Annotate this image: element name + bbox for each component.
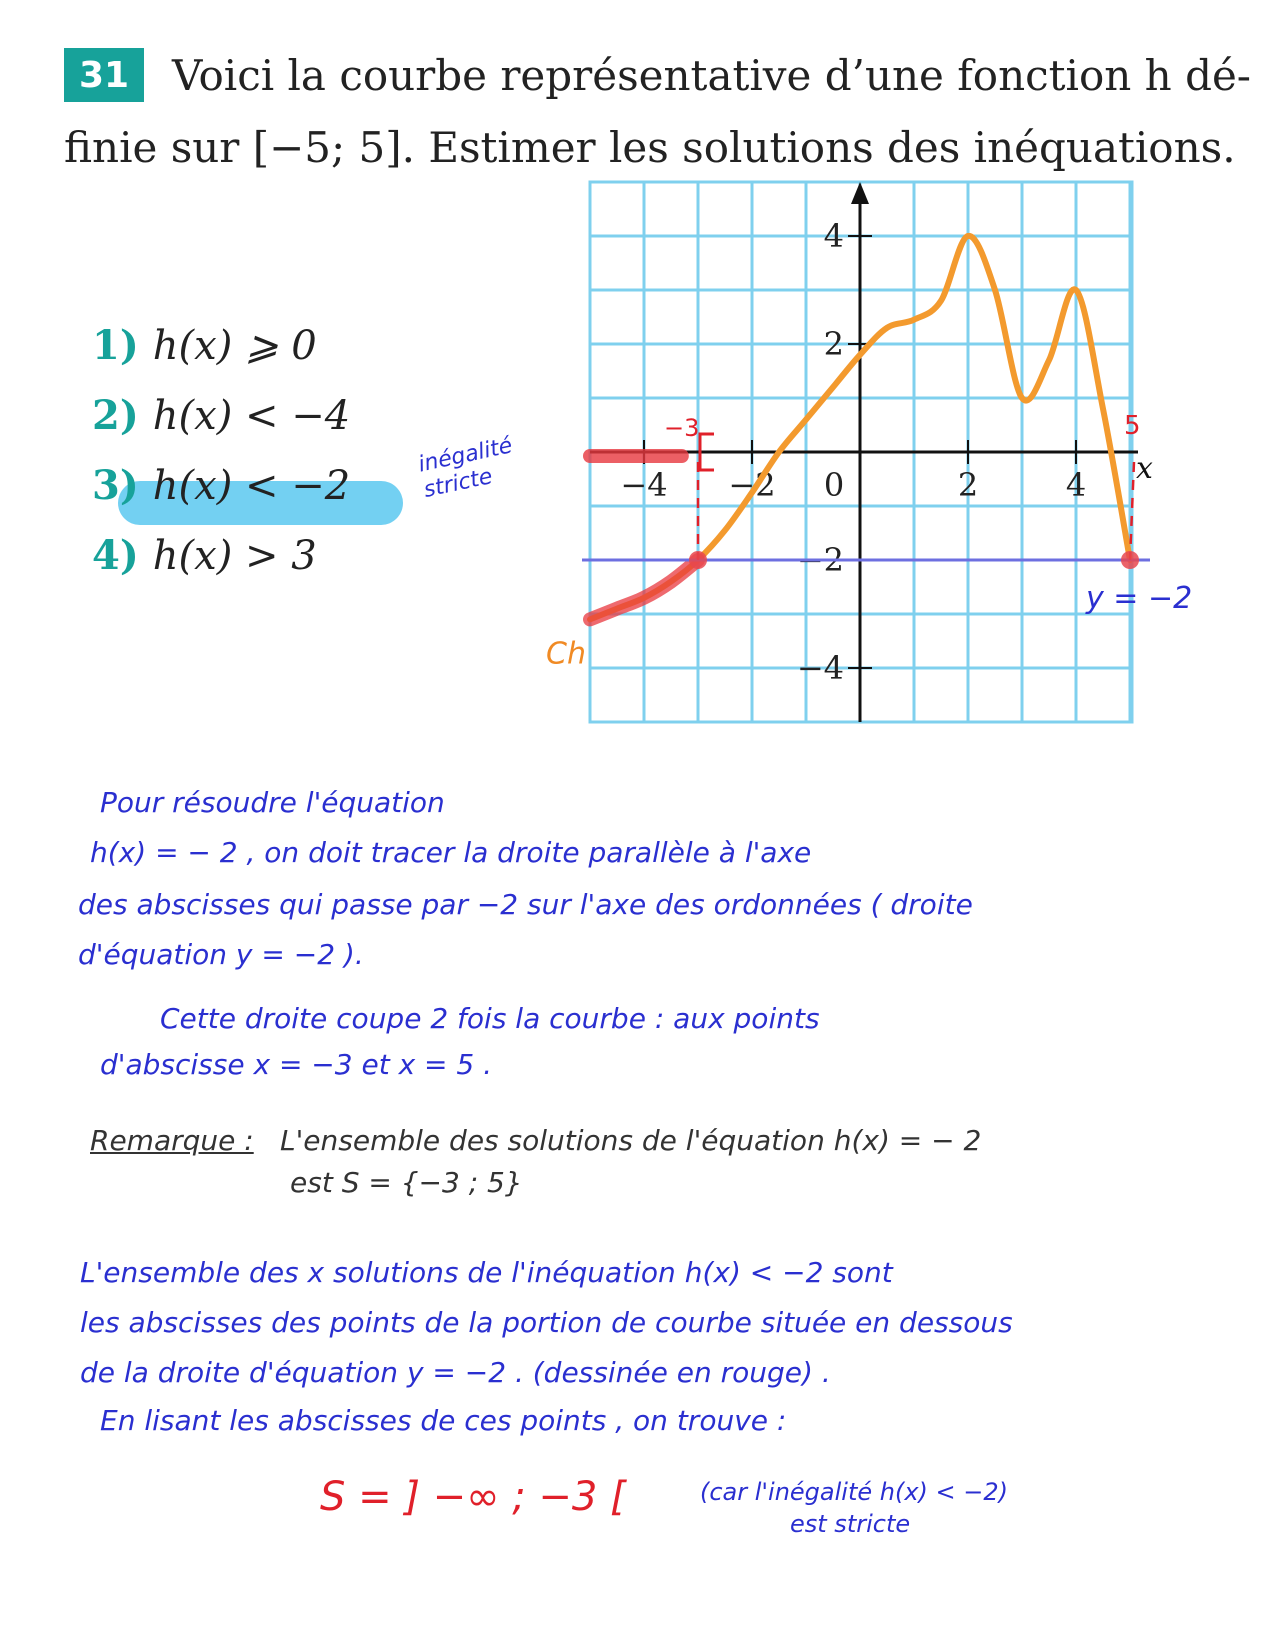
item-4-expression: h(x) > 3 bbox=[152, 533, 317, 579]
hand-p1-line4: d'équation y = −2 ). bbox=[78, 938, 364, 971]
item-3-number: 3) bbox=[92, 462, 139, 509]
hand-p3-line1: L'ensemble des x solutions de l'inéquation h(x) < −2 sont bbox=[80, 1256, 893, 1289]
y-tick-label: 2 bbox=[823, 325, 844, 363]
item-2-expression: h(x) < −4 bbox=[152, 393, 351, 439]
mark-label-minus-3: −3 bbox=[664, 414, 700, 442]
exercise-number: 31 bbox=[78, 54, 130, 96]
item-3-expression: h(x) < −2 bbox=[152, 463, 351, 509]
solution-set: S = ] −∞ ; −3 [ bbox=[320, 1474, 626, 1520]
solution-note-line2: est stricte bbox=[790, 1510, 911, 1538]
x-tick-label: 4 bbox=[1065, 466, 1087, 504]
function-graph bbox=[0, 0, 1275, 780]
hand-p2-line2: d'abscisse x = −3 et x = 5 . bbox=[100, 1048, 493, 1081]
line-label-y-minus-2: y = −2 bbox=[1086, 581, 1193, 616]
item-1-expression: h(x) ⩾ 0 bbox=[152, 323, 317, 369]
intersection-point-x-5 bbox=[1121, 551, 1139, 569]
hand-p2-line1: Cette droite coupe 2 fois la courbe : aux points bbox=[160, 1002, 820, 1035]
hand-p1-line1: Pour résoudre l'équation bbox=[100, 786, 445, 819]
statement-line-2: finie sur [−5; 5]. Estimer les solutions des inéquations. bbox=[64, 123, 1236, 172]
intersection-point-x-minus-3 bbox=[689, 551, 707, 569]
x-tick-label: 0 bbox=[823, 466, 845, 504]
x-tick-label: −2 bbox=[728, 466, 776, 504]
hand-p3-line4: En lisant les abscisses de ces points , on trouve : bbox=[100, 1404, 787, 1437]
y-tick-label: 4 bbox=[823, 217, 844, 255]
item-2-number: 2) bbox=[92, 392, 139, 439]
hand-p1-line2: h(x) = − 2 , on doit tracer la droite parallèle à l'axe bbox=[90, 836, 812, 869]
x-tick-label: 2 bbox=[957, 466, 979, 504]
remark-label: Remarque : bbox=[90, 1124, 254, 1157]
hand-p3-line2: les abscisses des points de la portion de courbe située en dessous bbox=[80, 1306, 1013, 1339]
item-1-number: 1) bbox=[92, 322, 139, 369]
hand-p1-line3: des abscisses qui passe par −2 sur l'axe des ordonnées ( droite bbox=[78, 888, 973, 921]
x-tick-label: −4 bbox=[620, 466, 668, 504]
y-axis-arrow bbox=[851, 182, 869, 204]
remark-line2: est S = {−3 ; 5} bbox=[290, 1166, 523, 1199]
hand-p3-line3: de la droite d'équation y = −2 . (dessinée en rouge) . bbox=[80, 1356, 831, 1389]
mark-label-5: 5 bbox=[1124, 411, 1141, 441]
solution-note-line1: (car l'inégalité h(x) < −2) bbox=[700, 1478, 1009, 1506]
statement-line-1: Voici la courbe représentative d’une fonction h dé- bbox=[172, 51, 1251, 100]
item-4-number: 4) bbox=[92, 532, 139, 579]
y-tick-label: −4 bbox=[796, 649, 844, 687]
annotation-strict-inequality: inégalité stricte bbox=[416, 433, 515, 504]
y-tick-label: −2 bbox=[796, 541, 844, 579]
curve-label-ch: Ch bbox=[546, 636, 586, 672]
remark-line1: L'ensemble des solutions de l'équation h(x) = − 2 bbox=[280, 1124, 982, 1157]
x-axis-label: x bbox=[1136, 451, 1153, 486]
